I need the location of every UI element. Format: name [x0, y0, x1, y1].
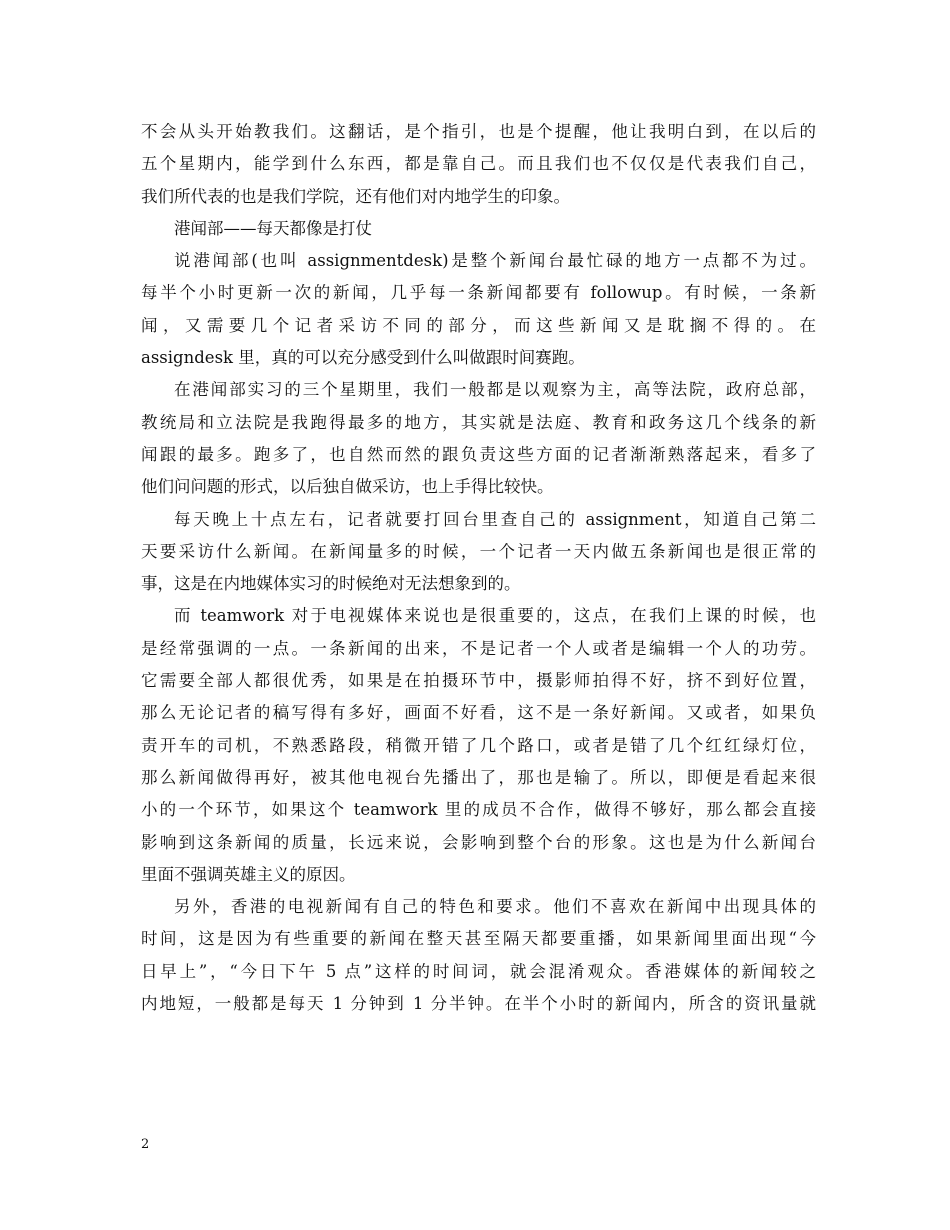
text-line: 那么新闻做得再好，被其他电视台先播出了，那也是输了。所以，即便是看起来很	[141, 767, 816, 787]
text-line: 不会从头开始教我们。这翻话，是个指引，也是个提醒，他让我明白到，在以后的	[141, 122, 816, 141]
text-line: 而 teamwork 对于电视媒体来说也是很重要的，这点，在我们上课的时候，也	[174, 606, 816, 626]
text-line: 闻，又需要几个记者采访不同的部分，而这些新闻又是耽搁不得的。在	[141, 315, 816, 335]
page-number: 2	[141, 1137, 150, 1152]
text-line: 内地短，一般都是每天 1 分钟到 1 分半钟。在半个小时的新闻内，所含的资讯量就	[141, 994, 816, 1014]
text-line: 港闻部——每天都像是打仗	[174, 218, 372, 238]
text-line: 另外，香港的电视新闻有自己的特色和要求。他们不喜欢在新闻中出现具体的	[174, 897, 816, 917]
text-line: 每天晚上十点左右，记者就要打回台里查自己的 assignment，知道自己第二	[174, 509, 816, 529]
text-line: 那么无论记者的稿写得有多好，画面不好看，这不是一条好新闻。又或者，如果负	[141, 703, 816, 723]
text-line: 教统局和立法院是我跑得最多的地方，其实就是法庭、教育和政务这几个线条的新	[141, 412, 816, 432]
text-line: assigndesk 里，真的可以充分感受到什么叫做跟时间赛跑。	[141, 348, 585, 368]
text-line: 里面不强调英雄主义的原因。	[141, 864, 356, 884]
text-line: 它需要全部人都很优秀，如果是在拍摄环节中，摄影师拍得不好，挤不到好位置，	[141, 671, 816, 691]
text-line: 天要采访什么新闻。在新闻量多的时候，一个记者一天内做五条新闻也是很正常的	[141, 541, 816, 561]
text-line: 小的一个环节，如果这个 teamwork 里的成员不合作，做得不够好，那么都会直接	[141, 800, 816, 820]
text-line: 说港闻部(也叫 assignmentdesk)是整个新闻台最忙碌的地方一点都不为过。	[174, 251, 816, 271]
text-line: 时间，这是因为有些重要的新闻在整天甚至隔天都要重播，如果新闻里面出现“今	[141, 929, 816, 949]
text-line: 责开车的司机，不熟悉路段，稍微开错了几个路口，或者是错了几个红红绿灯位，	[141, 735, 816, 755]
text-line: 事，这是在内地媒体实习的时候绝对无法想象到的。	[141, 574, 521, 594]
text-line: 日早上”，“今日下午 5 点”这样的时间词，就会混淆观众。香港媒体的新闻较之	[141, 961, 816, 981]
text-line: 闻跟的最多。跑多了，也自然而然的跟负责这些方面的记者渐渐熟落起来，看多了	[141, 444, 816, 464]
text-line: 在港闻部实习的三个星期里，我们一般都是以观察为主，高等法院，政府总部，	[174, 380, 816, 400]
document-body	[141, 116, 816, 1020]
text-line: 五个星期内，能学到什么东西，都是靠自己。而且我们也不仅仅是代表我们自己，	[141, 154, 816, 174]
text-line: 他们问问题的形式，以后独自做采访，也上手得比较快。	[141, 477, 554, 497]
text-line: 影响到这条新闻的质量，长远来说，会影响到整个台的形象。这也是为什么新闻台	[141, 832, 816, 852]
text-line: 我们所代表的也是我们学院，还有他们对内地学生的印象。	[141, 186, 570, 206]
text-line: 是经常强调的一点。一条新闻的出来，不是记者一个人或者是编辑一个人的功劳。	[141, 638, 816, 658]
text-line: 每半个小时更新一次的新闻，几乎每一条新闻都要有 followup。有时候，一条新	[141, 283, 816, 303]
